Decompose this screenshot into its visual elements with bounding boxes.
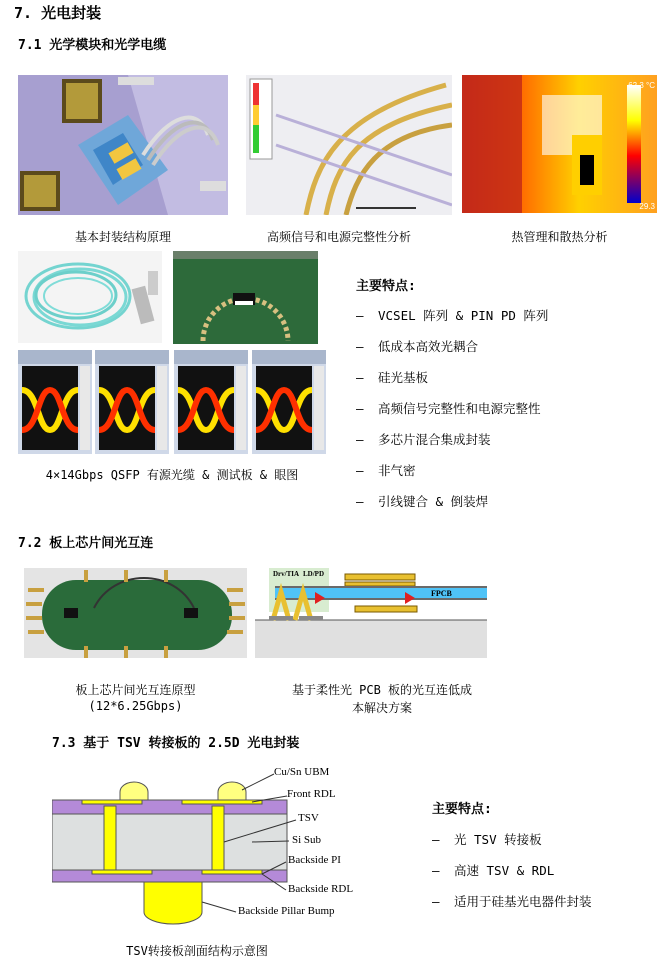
caption-prototype-2: (12*6.25Gbps) <box>88 699 183 713</box>
on-board-interconnect-image <box>24 568 247 658</box>
feature-text: 高速 TSV & RDL <box>454 863 555 878</box>
label-si-sub: Si Sub <box>292 834 322 846</box>
test-board-image <box>173 251 318 344</box>
feature-text: 硅光基板 <box>378 370 429 385</box>
thermal-scale-max: 62.3 °C <box>628 81 655 90</box>
optical-cable-image <box>18 251 162 343</box>
caption-fpcb-2: 本解决方案 <box>351 701 412 715</box>
list-dash: — <box>356 339 364 354</box>
caption-prototype-1: 板上芯片间光互连原型 <box>75 683 196 697</box>
features-list-7-3 <box>432 830 592 923</box>
subsection-title-7-2: 7.2 板上芯片间光互连 <box>18 536 154 551</box>
list-dash: — <box>356 463 364 478</box>
fpcb-interconnect-diagram <box>255 562 487 658</box>
caption-thermal: 热管理和散热分析 <box>511 230 608 244</box>
features-title-7-3: 主要特点: <box>432 802 492 817</box>
label-fpcb: FPCB <box>431 589 452 598</box>
list-item <box>356 306 548 337</box>
caption-tsv-cross-section: TSV转接板剖面结构示意图 <box>126 944 268 958</box>
list-dash: — <box>356 308 364 323</box>
list-dash: — <box>356 494 364 509</box>
thermal-analysis-image <box>462 75 657 213</box>
list-dash: — <box>432 863 440 878</box>
list-dash: — <box>356 370 364 385</box>
thermal-scale-min: 29.3 <box>639 202 655 211</box>
feature-text: 高频信号完整性和电源完整性 <box>378 401 541 416</box>
label-ld-pd: LD/PD <box>303 570 324 578</box>
label-backside-pillar-bump: Backside Pillar Bump <box>238 905 335 917</box>
caption-package-structure: 基本封装结构原理 <box>74 230 171 244</box>
package-structure-image <box>18 75 228 215</box>
tsv-cross-section-diagram <box>52 762 372 932</box>
feature-text: 适用于硅基光电器件封装 <box>454 894 592 909</box>
list-dash: — <box>356 401 364 416</box>
section-title: 7. 光电封装 <box>14 4 102 22</box>
caption-signal-integrity: 高频信号和电源完整性分析 <box>266 230 411 244</box>
list-item <box>356 430 548 461</box>
eye-diagram-3 <box>174 350 248 454</box>
list-item <box>432 830 592 861</box>
feature-text: 非气密 <box>378 463 416 478</box>
label-backside-rdl: Backside RDL <box>288 883 354 895</box>
feature-text: 引线键合 & 倒装焊 <box>378 494 489 509</box>
list-item <box>356 492 548 523</box>
feature-text: VCSEL 阵列 & PIN PD 阵列 <box>378 308 549 323</box>
eye-diagram-4 <box>252 350 326 454</box>
list-item <box>356 368 548 399</box>
subsection-title-7-3: 7.3 基于 TSV 转接板的 2.5D 光电封装 <box>52 736 300 751</box>
list-item <box>356 461 548 492</box>
label-front-rdl: Front RDL <box>287 788 336 800</box>
list-item <box>356 399 548 430</box>
caption-eye-diagrams: 4×14Gbps QSFP 有源光缆 & 测试板 & 眼图 <box>45 468 299 482</box>
label-backside-pi: Backside PI <box>288 854 341 866</box>
label-tsv: TSV <box>298 812 319 824</box>
feature-text: 光 TSV 转接板 <box>454 832 542 847</box>
features-list-7-1 <box>356 306 548 523</box>
subsection-title-7-1: 7.1 光学模块和光学电缆 <box>18 38 167 53</box>
caption-fpcb-1: 基于柔性光 PCB 板的光互连低成 <box>291 683 473 697</box>
list-dash: — <box>432 894 440 909</box>
eye-diagram-2 <box>95 350 169 454</box>
features-title-7-1: 主要特点: <box>356 279 416 294</box>
list-dash: — <box>432 832 440 847</box>
list-item <box>432 892 592 923</box>
list-item <box>356 337 548 368</box>
list-dash: — <box>356 432 364 447</box>
signal-integrity-image <box>246 75 452 215</box>
label-drv-tia: Drv/TIA <box>273 570 300 578</box>
list-item <box>432 861 592 892</box>
label-cu-sn-ubm: Cu/Sn UBM <box>274 766 330 778</box>
feature-text: 低成本高效光耦合 <box>378 339 479 354</box>
feature-text: 多芯片混合集成封装 <box>378 432 491 447</box>
eye-diagram-1 <box>18 350 92 454</box>
